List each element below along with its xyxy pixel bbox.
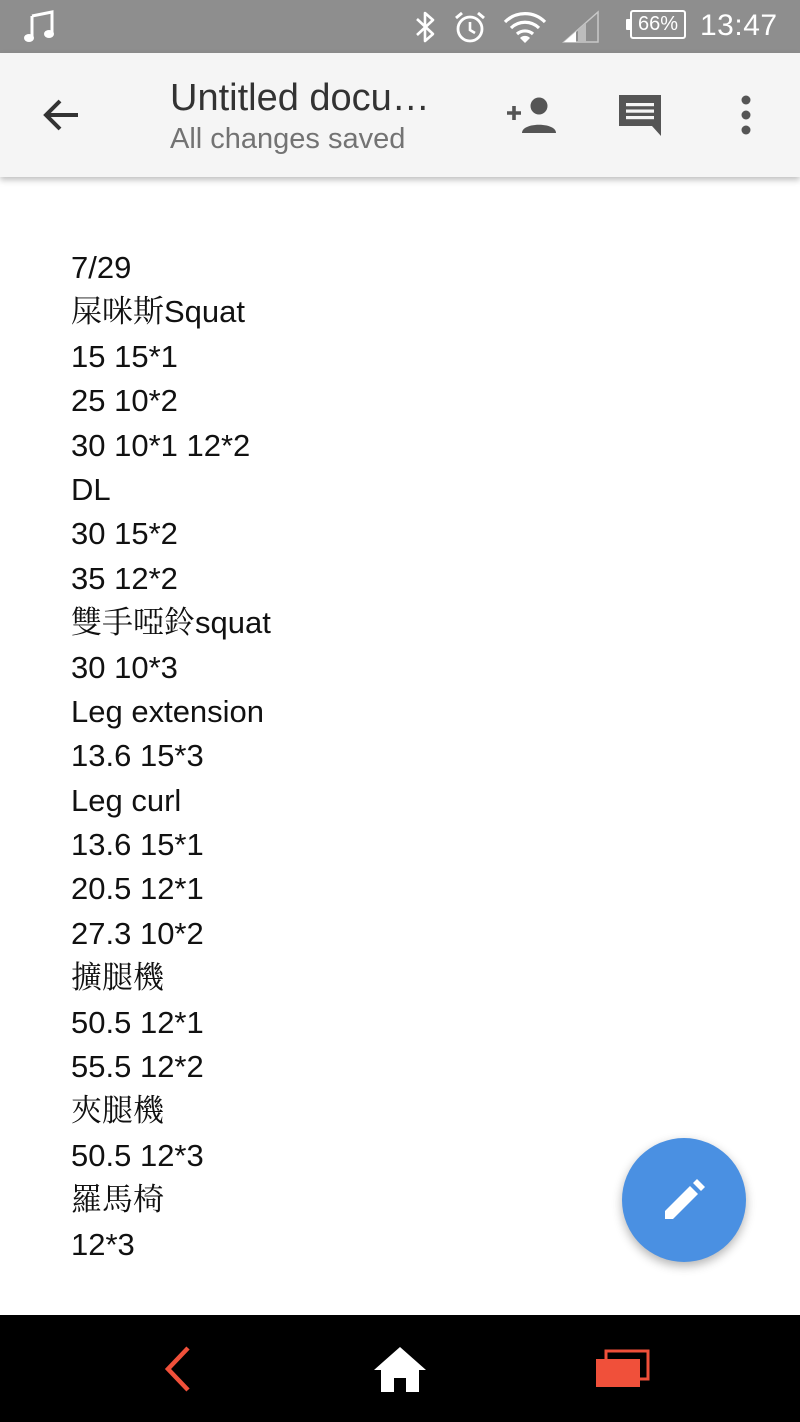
- nav-back-icon: [158, 1344, 198, 1394]
- nav-back-button[interactable]: [138, 1337, 218, 1401]
- document-line: 屎咪斯Squat: [71, 294, 246, 330]
- document-line: 13.6 15*3: [71, 738, 204, 774]
- cellular-signal-icon: [562, 10, 600, 44]
- document-line: 12*3: [71, 1226, 135, 1262]
- alarm-clock-icon: [452, 10, 488, 44]
- wifi-icon: [502, 10, 548, 44]
- document-line: 30 10*3: [71, 649, 178, 685]
- document-line: Leg extension: [71, 693, 265, 729]
- system-nav-bar: [0, 1315, 800, 1422]
- document-line: 雙手啞鈴squat: [71, 605, 271, 641]
- document-line: 35 12*2: [71, 560, 178, 596]
- document-line: 擴腿機: [71, 960, 164, 996]
- document-line: 7/29: [71, 250, 132, 285]
- edit-fab-button[interactable]: [622, 1138, 746, 1262]
- document-line: 50.5 12*3: [71, 1137, 204, 1173]
- document-title[interactable]: Untitled docu…: [170, 77, 430, 119]
- edit-pencil-icon: [661, 1177, 707, 1223]
- document-line: 30 15*2: [71, 516, 178, 552]
- more-options-button[interactable]: [714, 83, 778, 147]
- document-line: 夾腿機: [71, 1093, 164, 1129]
- comment-icon: [616, 92, 664, 138]
- document-line: DL: [71, 471, 111, 507]
- save-status: All changes saved: [170, 123, 406, 155]
- document-line: 羅馬椅: [71, 1182, 164, 1218]
- back-button[interactable]: [30, 83, 94, 147]
- battery-indicator: [626, 10, 688, 41]
- comments-button[interactable]: [608, 83, 672, 147]
- nav-home-icon: [372, 1344, 428, 1394]
- bluetooth-icon: [410, 10, 440, 44]
- nav-recents-icon: [594, 1349, 650, 1389]
- document-line: Leg curl: [71, 782, 182, 818]
- music-note-icon: [22, 10, 56, 44]
- more-vertical-icon: [739, 95, 753, 135]
- document-line: 13.6 15*1: [71, 827, 204, 863]
- app-toolbar: [0, 53, 800, 177]
- document-line: 27.3 10*2: [71, 915, 204, 951]
- battery-percent: 66%: [637, 13, 679, 35]
- document-line: 20.5 12*1: [71, 871, 204, 907]
- title-block: [170, 75, 470, 157]
- document-line: 25 10*2: [71, 383, 178, 419]
- person-add-icon: [505, 95, 559, 135]
- status-clock: 13:47: [700, 9, 778, 42]
- arrow-back-icon: [42, 95, 82, 135]
- nav-home-button[interactable]: [360, 1337, 440, 1401]
- document-line: 55.5 12*2: [71, 1049, 204, 1085]
- status-bar: [0, 0, 800, 53]
- document-lines: [71, 246, 271, 1267]
- share-button[interactable]: [500, 83, 564, 147]
- document-line: 30 10*1 12*2: [71, 427, 251, 463]
- document-line: 50.5 12*1: [71, 1004, 204, 1040]
- document-line: 15 15*1: [71, 338, 178, 374]
- nav-recents-button[interactable]: [582, 1337, 662, 1401]
